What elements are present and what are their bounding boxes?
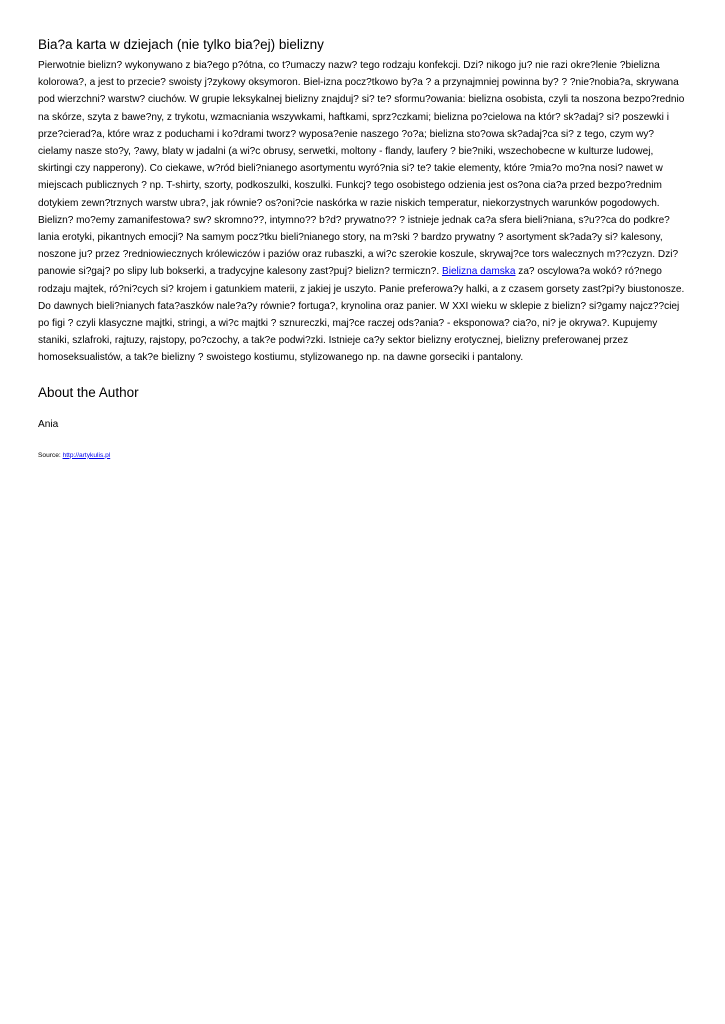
- source-line: [38, 451, 688, 460]
- article-body: [38, 57, 688, 367]
- article-title: Bia?a karta w dziejach (nie tylko bia?ej) bielizny: [38, 37, 324, 52]
- author-name: Ania: [38, 418, 59, 430]
- article-body-text-part1: Pierwotnie bielizn? wykonywano z bia?ego p?ótna, co t?umaczy nazw? tego rodzaju konfekcji. Dzi? nikogo ju? nie razi okre?lenie ?bielizna kolorowa?, a jest to przecie? swoisty j?zykowy oksymoron. Biel-izna pocz?tkowo by?a ? a przynajmniej powinna by? ? ?nie?nobia?a, skrywana pod wierzchni? warstw? ciuchów. W grupie leksykalnej bielizny znajduj? si? te? sformu?owania: bielizna osobista, czyli ta noszona bezpo?rednio na skórze, szyta z bawe?ny, z trykotu, wzmacniania wszywkami, haftkami, sprz?czkami; bielizna po?cielowa na któr? sk?adaj? si? poszewki i prze?cierad?a, które wraz z poduchami i ko?drami tworz? wyposa?enie naszego ?o?a; bielizna sto?owa sk?adaj?ca si? z tego, czym wy?cielamy nasze sto?y, ?awy, blaty w jadalni (a wi?c obrusy, serwetki, moltony - flandy, laufery ? bie?niki, wszechobecne w kulturze ludowej, skirtingi czy napperony). Co ciekawe, w?ród bieli?nianego asortymentu wyró?nia si? te? takie elementy, które ?mia?o mo?na nosi? nawet w miejscach publicznych ? np. T-shirty, szorty, podkoszulki, koszulki. Funkcj? tego osobistego odzienia jest os?ona cia?a przed bezpo?rednim dotykiem zewn?trznych warstw ubra?, jak równie? os?oni?cie naskórka w razie niskich temperatur, niekorzystnych warunków pogodowych. Bielizn? mo?emy zamanifestowa? sw? skromno??, intymno?? b?d? prywatno?? ? istnieje jednak ca?a sfera bieli?niana, s?u??ca do podkre?lania erotyki, pikantnych emocji? Na samym pocz?tku bieli?nianego story, na m?ski ? bardzo prywatny ? asortyment sk?ada?y si? kalesony, noszone ju? przez ?redniowiecznych królewiczów i paziów oraz rubaszki, a wi?c szerokie koszule, skrywaj?ce tors walecznych m??czyzn. Dzi? panowie si?gaj? po slipy lub bokserki, a tradycyjne kalesony zast?puj? bielizn? termiczn?.: [38, 60, 685, 278]
- bielizna-damska-link[interactable]: Bielizna damska: [441, 266, 516, 278]
- document-page: [38, 36, 688, 460]
- about-author-heading: About the Author: [38, 384, 139, 400]
- article-body-text-part2: za? oscylowa?a wokó? ró?nego rodzaju majtek, ró?ni?cych si? krojem i gatunkiem materii, z jakiej je uszyto. Panie preferowa?y halki, a z czasem gorsety zast?pi?y biustonosze. Do dawnych bieli?nianych fata?aszków nale?a?y równie? fortuga?, krynolina oraz panier. W XXI wieku w sklepie z bielizn? si?gamy najcz??ciej po figi ? czyli klasyczne majtki, stringi, a wi?c majtki ? sznureczki, maj?ce raczej ods?ania? - eksponowa? cia?o, ni? je okrywa?. Kupujemy staniki, szlafroki, rajtuzy, rajstopy, po?czochy, a tak?e podwi?zki. Istnieje ca?y sektor bielizny erotycznej, bielizny preferowanej przez homoseksualistów, a tak?e bielizny ? swoistego kostiumu, stylizowanego np. na dawne gorseciki i pantalony.: [38, 266, 685, 364]
- source-link[interactable]: http://artykulis.pl: [62, 451, 111, 459]
- source-label: Source:: [38, 451, 63, 459]
